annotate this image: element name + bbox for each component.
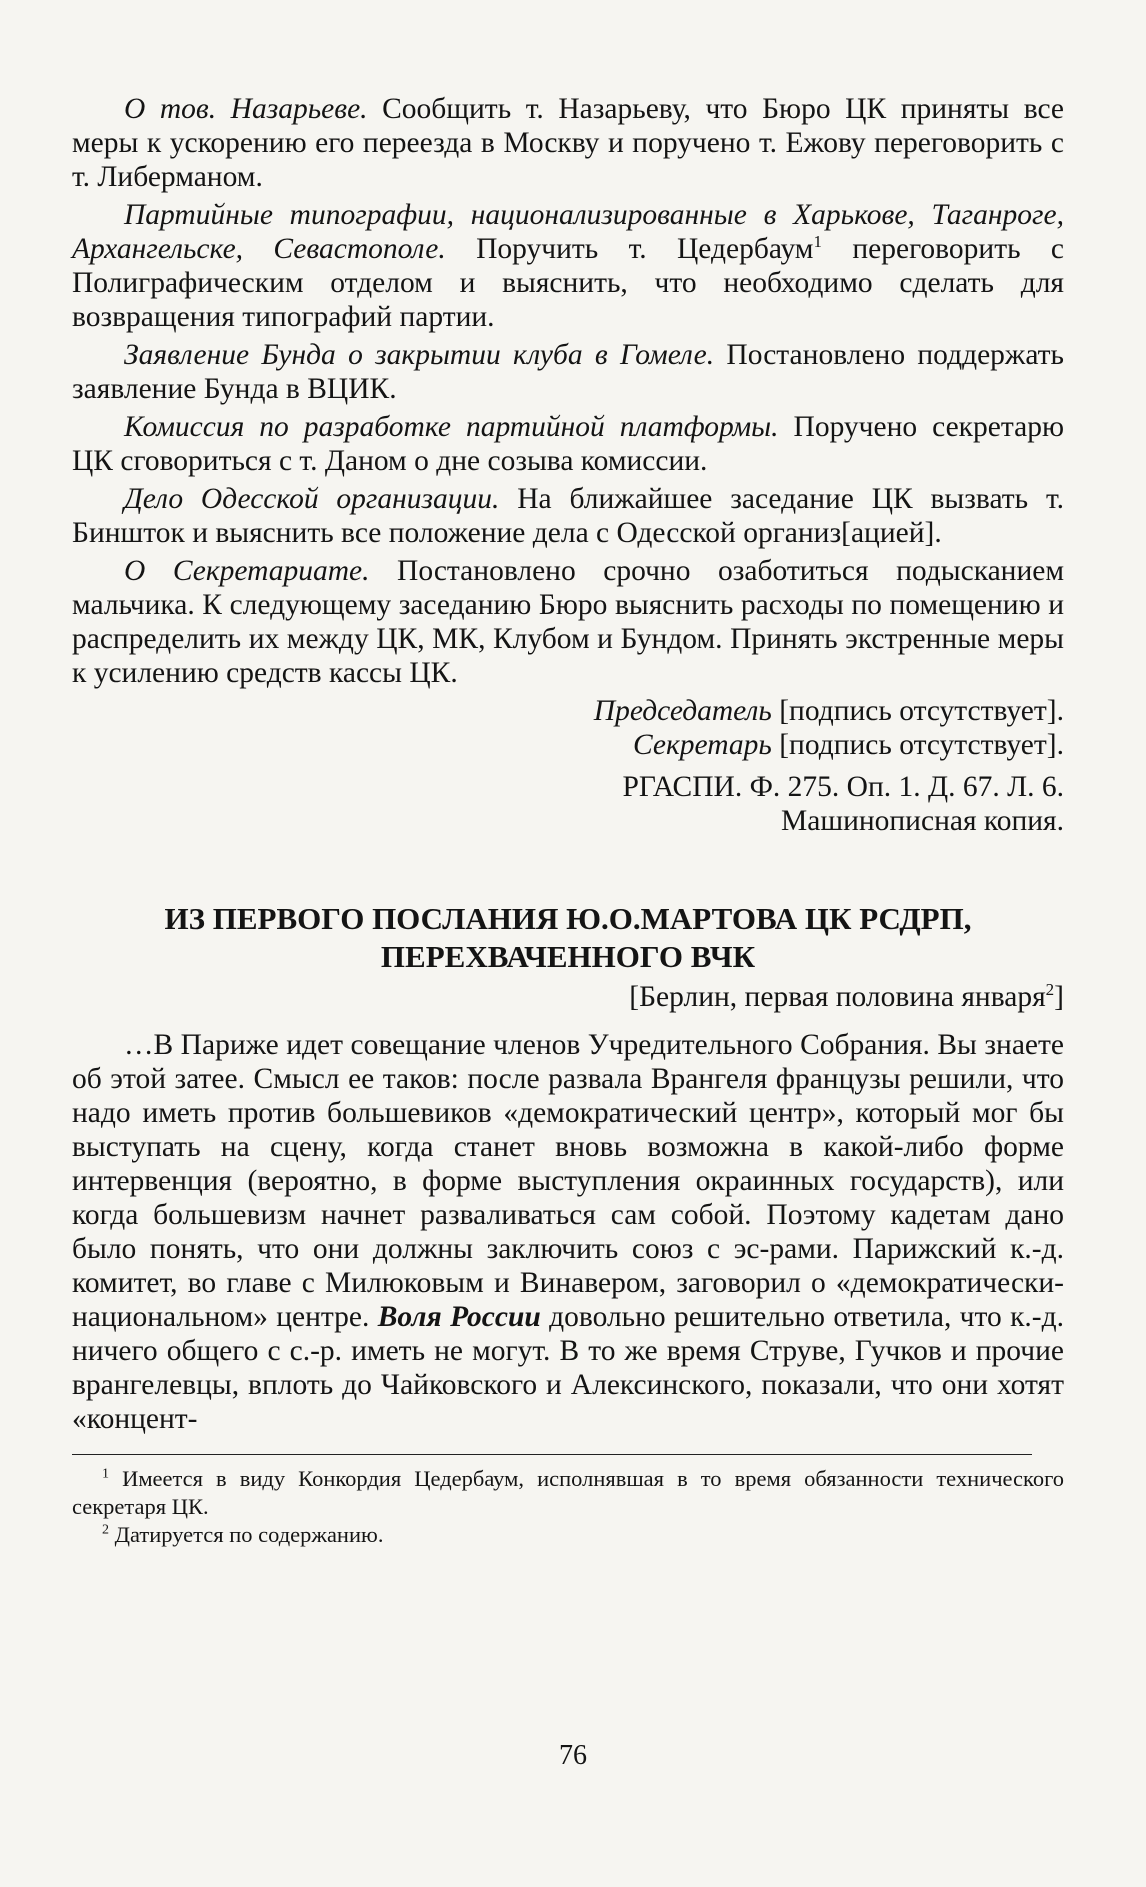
letter-body xyxy=(72,1028,1064,1436)
secretary-label: Секретарь xyxy=(633,729,772,761)
minutes-item xyxy=(72,198,1064,334)
minutes-item-heading: Партийные типографии, национализированные в Харькове, Таганроге, Архангельске, Севастополе. xyxy=(72,199,1064,265)
minutes-item-text: Постановлено срочно озаботиться подысканием мальчика. К следующему заседанию Бюро выяснить расходы по помещению и распределить их между ЦК, МК, Клубом и Бундом. Принять экстренные меры к усилению средств кассы ЦК. xyxy=(72,555,1065,689)
minutes-item-text: На ближайшее заседание ЦК вызвать т. Биншток и выяснить все положение дела с Одесской организ[ацией]. xyxy=(72,483,1064,549)
dateline-end: ] xyxy=(1054,981,1064,1013)
footnote-divider xyxy=(72,1454,1032,1455)
minutes-item-heading: О тов. Назарьеве. xyxy=(124,93,368,125)
minutes-item xyxy=(72,554,1064,690)
footnote-ref: 1 xyxy=(813,232,822,252)
chair-label: Председатель xyxy=(593,695,772,727)
chair-signature xyxy=(72,694,1064,728)
minutes-item-text: переговорить с Полиграфическим отделом и выяснить, что необходимо сделать для возвращения типографий партии. xyxy=(72,233,1064,333)
copy-type: Машинописная копия. xyxy=(781,805,1064,837)
letter-text: …В Париже идет совещание членов Учредительного Собрания. Вы знаете об этой затее. Смысл ее таков: после развала Врангеля французы решили, что надо иметь против большевиков «демократический центр», который мог бы выступать на сцену, когда станет вновь возможна в какой-либо форме интервенция (вероятно, в форме выступления окраинных государств), или когда большевизм начнет разваливаться сам собой. Поэтому кадетам дано было понять, что они должны заключить союз с эс-рами. Парижский к.-д. комитет, во главе с Милюковым и Винавером, заговорил о «демократически-национальном» центре. xyxy=(72,1029,1064,1333)
minutes-item-heading: О Секретариате. xyxy=(124,555,370,587)
section-title-line: ИЗ ПЕРВОГО ПОСЛАНИЯ Ю.О.МАРТОВА ЦК РСДРП, xyxy=(164,901,972,936)
minutes-item xyxy=(72,92,1064,194)
footnote-text: Датируется по содержанию. xyxy=(109,1522,384,1547)
secretary-note: [подпись отсутствует]. xyxy=(771,729,1064,761)
minutes-item xyxy=(72,482,1064,550)
minutes-item xyxy=(72,410,1064,478)
newspaper-title: Воля России xyxy=(377,1301,541,1333)
minutes-item-heading: Заявление Бунда о закрытии клуба в Гомеле. xyxy=(124,339,715,371)
archive-reference: РГАСПИ. Ф. 275. Оп. 1. Д. 67. Л. 6. xyxy=(622,771,1064,803)
secretary-signature xyxy=(72,728,1064,762)
minutes-section xyxy=(72,92,1064,690)
signatures xyxy=(72,694,1064,762)
chair-note: [подпись отсутствует]. xyxy=(771,695,1064,727)
minutes-item-text: Постановлено поддержать заявление Бунда в ВЦИК. xyxy=(72,339,1064,405)
page-number: 76 xyxy=(559,1740,587,1771)
minutes-item-text: Поручить т. Цедербаум xyxy=(445,233,814,265)
minutes-item-text: Сообщить т. Назарьеву, что Бюро ЦК приняты все меры к ускорению его переезда в Москву и поручено т. Ежову переговорить с т. Либерманом. xyxy=(72,93,1064,193)
footnotes xyxy=(72,1465,1064,1549)
dateline-text: [Берлин, первая половина января xyxy=(629,981,1046,1013)
section-title-line: ПЕРЕХВАЧЕННОГО ВЧК xyxy=(380,939,756,974)
footnote-text: Имеется в виду Конкордия Цедербаум, исполнявшая в то время обязанности технического секретаря ЦК. xyxy=(72,1466,1064,1519)
minutes-item-heading: Комиссия по разработке партийной платформы. xyxy=(124,411,779,443)
section-title xyxy=(72,900,1064,976)
footnote xyxy=(72,1465,1064,1521)
footnote-ref: 2 xyxy=(1045,980,1055,1000)
footnote-number: 2 xyxy=(102,1522,109,1538)
minutes-item-text: Поручено секретарю ЦК сговориться с т. Даном о дне созыва комиссии. xyxy=(72,411,1064,477)
minutes-item xyxy=(72,338,1064,406)
footnote xyxy=(72,1521,1064,1549)
footnote-number: 1 xyxy=(102,1466,109,1482)
letter-text: довольно решительно ответила, что к.-д. ничего общего с с.-р. иметь не могут. В то же время Струве, Гучков и прочие врангелевцы, вплоть до Чайковского и Алексинского, показали, что они хотят «концент- xyxy=(72,1301,1064,1435)
minutes-item-heading: Дело Одесской организации. xyxy=(124,483,500,515)
dateline xyxy=(72,980,1064,1014)
